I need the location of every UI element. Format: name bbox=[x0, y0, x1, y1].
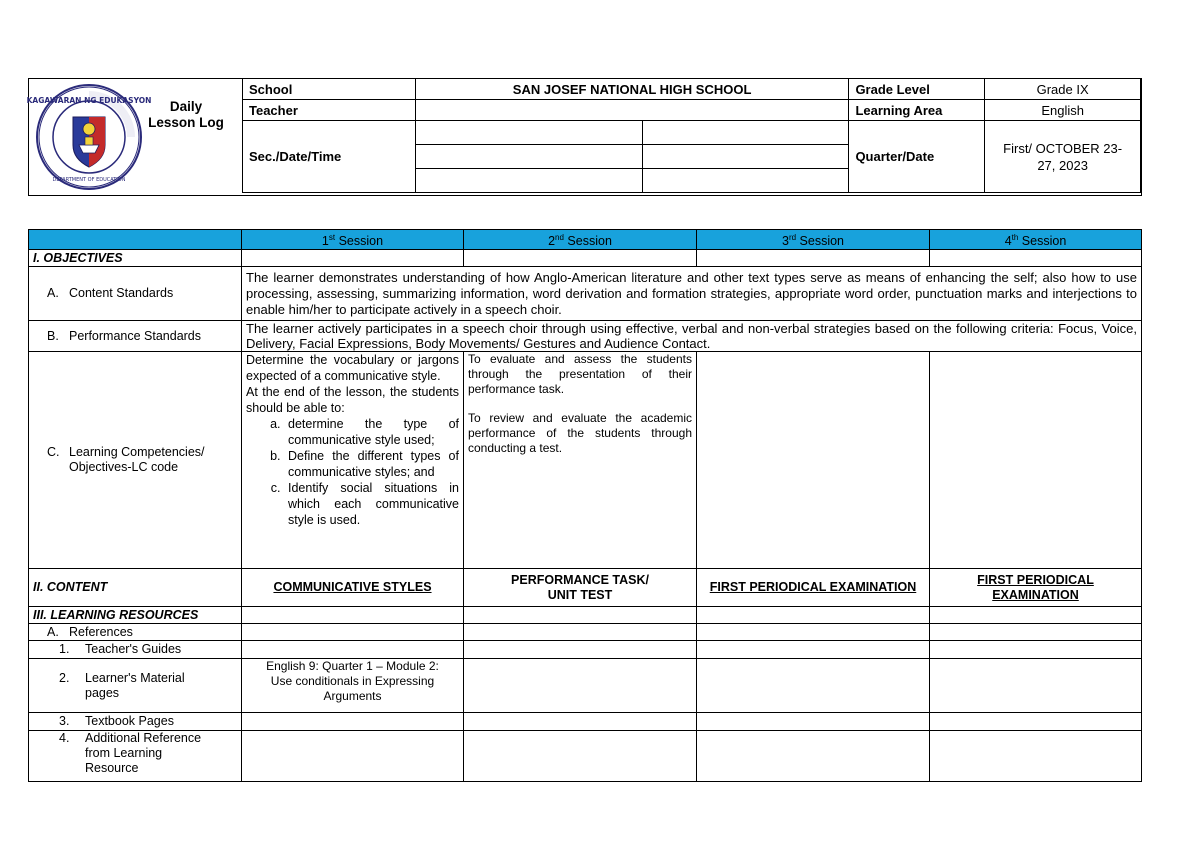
lm-line: Use conditionals in Expressing bbox=[270, 674, 435, 689]
item-text: Learner's Material pages bbox=[85, 670, 185, 700]
sec-cell bbox=[415, 121, 642, 145]
empty-cell bbox=[242, 713, 464, 731]
empty-cell bbox=[242, 250, 464, 267]
content-standards-text: The learner demonstrates understanding of how Anglo-American literature and other text types serve as means of enhancing the self; also how to use processing, assessing, summarizing information, word derivation and formation strategies, appropriate word order, punctuation marks and interjections to enable him/her to participate actively in a speech choir. bbox=[242, 267, 1142, 321]
session-header-2 bbox=[464, 230, 697, 250]
item-number: 1. bbox=[59, 642, 70, 657]
school-value: SAN JOSEF NATIONAL HIGH SCHOOL bbox=[415, 79, 849, 100]
empty-cell bbox=[464, 641, 697, 659]
item-number: C. bbox=[47, 445, 60, 460]
session-ordinal: th bbox=[1011, 233, 1019, 242]
item-text: Additional Reference from Learning Resource bbox=[85, 731, 202, 776]
lc-lead: At the end of the lesson, the students should be able to: bbox=[246, 385, 459, 416]
sec-cell bbox=[643, 121, 849, 145]
session-word: Session bbox=[1018, 234, 1067, 249]
item-number: 2. bbox=[59, 670, 70, 685]
lc-s2-paragraph-1: To evaluate and assess the students through the presentation of their performance task. bbox=[468, 352, 692, 397]
empty-cell bbox=[464, 624, 697, 641]
empty-cell bbox=[697, 713, 930, 731]
session-header-1 bbox=[242, 230, 464, 250]
references-label bbox=[29, 624, 242, 641]
content-title: II. CONTENT bbox=[29, 569, 242, 607]
session-number: 4 bbox=[1004, 234, 1012, 249]
title-line-daily: Daily bbox=[169, 99, 203, 114]
session-word: Session bbox=[335, 234, 384, 249]
learners-material-row bbox=[29, 659, 1142, 713]
item-number: 3. bbox=[59, 714, 70, 729]
content-s2-line: UNIT TEST bbox=[547, 587, 613, 602]
lc-objective-item: a. determine the type of communicative style used; bbox=[284, 416, 459, 448]
learners-material-label bbox=[29, 659, 242, 713]
empty-cell bbox=[464, 607, 697, 624]
session-number: 3 bbox=[781, 234, 789, 249]
item-number: 4. bbox=[59, 731, 70, 746]
performance-standards-text: The learner actively participates in a speech choir through using effective, verbal and non-verbal strategies based on the following criteria: Focus, Voice, Delivery, Facial Expressions, Body Movements/ Gestures and Audience Contact. bbox=[242, 321, 1142, 352]
item-text: Content Standards bbox=[69, 286, 174, 301]
quarter-date-label: Quarter/Date bbox=[849, 121, 985, 193]
lc-objective-item: b. Define the different types of communicative styles; and bbox=[284, 448, 459, 480]
content-standards-label bbox=[29, 267, 242, 321]
title-line-lesson-log: Lesson Log bbox=[148, 115, 224, 130]
item-text: Textbook Pages bbox=[85, 714, 174, 729]
textbook-pages-label bbox=[29, 713, 242, 731]
empty-cell bbox=[930, 641, 1142, 659]
learning-competencies-label bbox=[29, 352, 242, 569]
performance-standards-row bbox=[29, 321, 1142, 352]
empty-cell bbox=[697, 624, 930, 641]
lc-session-4 bbox=[930, 352, 1142, 569]
lc-objective-list bbox=[246, 416, 459, 528]
daily-lesson-log-title bbox=[141, 99, 231, 131]
item-text: References bbox=[69, 624, 133, 639]
lc-objective-item: c. Identify social situations in which each communicative style is used. bbox=[284, 480, 459, 528]
teacher-value bbox=[415, 100, 849, 121]
item-number: A. bbox=[47, 286, 59, 301]
resources-title-row bbox=[29, 607, 1142, 624]
deped-seal-icon bbox=[26, 83, 152, 191]
item-number: A. bbox=[47, 624, 59, 639]
content-row bbox=[29, 569, 1142, 607]
svg-text:DEPARTMENT OF EDUCATION: DEPARTMENT OF EDUCATION bbox=[52, 177, 126, 183]
empty-cell bbox=[930, 607, 1142, 624]
learning-competencies-row bbox=[29, 352, 1142, 569]
performance-standards-label bbox=[29, 321, 242, 352]
references-row bbox=[29, 624, 1142, 641]
item-number: B. bbox=[47, 328, 59, 343]
lc-label-line: Objectives-LC code bbox=[69, 460, 179, 475]
empty-cell bbox=[697, 731, 930, 782]
teachers-guides-label bbox=[29, 641, 242, 659]
quarter-date-value bbox=[985, 121, 1141, 193]
item-text: Teacher's Guides bbox=[85, 642, 182, 657]
empty-cell bbox=[697, 641, 930, 659]
empty-cell bbox=[930, 659, 1142, 713]
lc-session-3 bbox=[697, 352, 930, 569]
item-text: Performance Standards bbox=[69, 328, 202, 343]
empty-cell bbox=[930, 731, 1142, 782]
empty-cell bbox=[464, 713, 697, 731]
lc-intro: Determine the vocabulary or jargons expected of a communicative style. bbox=[246, 353, 459, 384]
header-info-table bbox=[242, 78, 1141, 193]
session-word: Session bbox=[796, 234, 845, 249]
lesson-log-table bbox=[28, 229, 1142, 782]
session-ordinal: nd bbox=[555, 233, 564, 242]
sec-cell bbox=[415, 145, 642, 169]
content-session-4: FIRST PERIODICAL EXAMINATION bbox=[930, 569, 1142, 607]
empty-cell bbox=[930, 250, 1142, 267]
lc-label-line: Learning Competencies/ bbox=[69, 445, 205, 460]
objectives-title-row bbox=[29, 250, 1142, 267]
session-number: 2 bbox=[548, 234, 556, 249]
additional-reference-row bbox=[29, 731, 1142, 782]
empty-cell bbox=[697, 250, 930, 267]
empty-cell bbox=[242, 607, 464, 624]
empty-cell bbox=[464, 731, 697, 782]
school-label: School bbox=[243, 79, 416, 100]
session-number: 1 bbox=[321, 234, 329, 249]
session-ordinal: rd bbox=[788, 233, 797, 242]
logo-cell bbox=[26, 79, 243, 195]
learning-area-label: Learning Area bbox=[849, 100, 985, 121]
additional-reference-label bbox=[29, 731, 242, 782]
session-ordinal: st bbox=[328, 233, 336, 242]
resources-title: III. LEARNING RESOURCES bbox=[29, 607, 242, 624]
svg-text:KAGAWARAN NG EDUKASYON: KAGAWARAN NG EDUKASYON bbox=[26, 96, 152, 105]
sec-cell bbox=[415, 169, 642, 193]
quarter-value-line: 27, 2023 bbox=[1037, 157, 1088, 173]
session-word: Session bbox=[563, 234, 612, 249]
empty-cell bbox=[242, 641, 464, 659]
content-session-3: FIRST PERIODICAL EXAMINATION bbox=[697, 569, 930, 607]
empty-cell bbox=[697, 607, 930, 624]
lm-line: English 9: Quarter 1 – Module 2: bbox=[266, 659, 439, 674]
lc-s2-paragraph-2: To review and evaluate the academic performance of the students through conducting a test. bbox=[468, 411, 692, 456]
quarter-value-line: First/ OCTOBER 23- bbox=[1003, 140, 1123, 156]
content-session-1: COMMUNICATIVE STYLES bbox=[242, 569, 464, 607]
empty-cell bbox=[697, 659, 930, 713]
learning-area-value: English bbox=[985, 100, 1141, 121]
learners-material-session-1 bbox=[242, 659, 464, 713]
content-session-2 bbox=[464, 569, 697, 607]
empty-cell bbox=[464, 659, 697, 713]
session-header-blank bbox=[29, 230, 242, 250]
lc-session-1 bbox=[242, 352, 464, 569]
sec-date-time-label: Sec./Date/Time bbox=[243, 121, 416, 193]
lc-session-2 bbox=[464, 352, 697, 569]
session-header-4 bbox=[930, 230, 1142, 250]
lesson-log-header bbox=[28, 78, 1142, 196]
content-s2-line: PERFORMANCE TASK/ bbox=[511, 572, 649, 587]
content-standards-row bbox=[29, 267, 1142, 321]
empty-cell bbox=[464, 250, 697, 267]
grade-level-label: Grade Level bbox=[849, 79, 985, 100]
teacher-label: Teacher bbox=[243, 100, 416, 121]
lm-line: Arguments bbox=[323, 689, 382, 704]
empty-cell bbox=[242, 624, 464, 641]
item-text bbox=[69, 445, 205, 475]
empty-cell bbox=[930, 624, 1142, 641]
teachers-guides-row bbox=[29, 641, 1142, 659]
session-header-row bbox=[29, 230, 1142, 250]
session-header-3 bbox=[697, 230, 930, 250]
sec-cell bbox=[643, 169, 849, 193]
textbook-pages-row bbox=[29, 713, 1142, 731]
empty-cell bbox=[930, 713, 1142, 731]
empty-cell bbox=[242, 731, 464, 782]
grade-level-value: Grade IX bbox=[985, 79, 1141, 100]
sec-cell bbox=[643, 145, 849, 169]
objectives-title: I. OBJECTIVES bbox=[29, 250, 242, 267]
